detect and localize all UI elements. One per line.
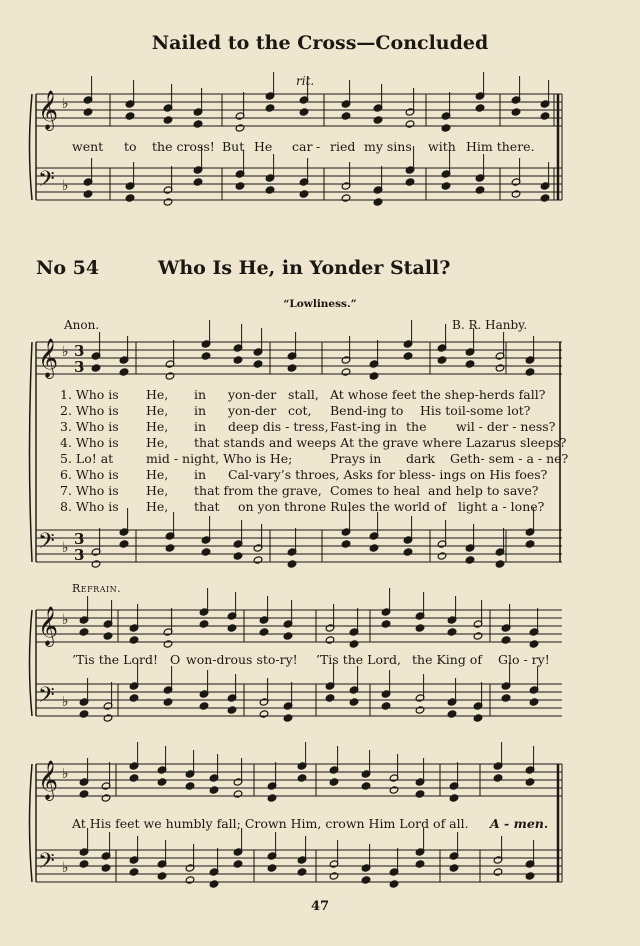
lyric-word: went [72, 139, 104, 154]
amen: A - men. [490, 816, 549, 831]
lyric-seg: 7. Who is [60, 483, 119, 498]
lyric-seg: cot, [288, 403, 312, 418]
lyric-seg: dark [406, 451, 436, 466]
svg-text:𝄢: 𝄢 [38, 167, 55, 197]
hymn-title: Who Is He, in Yonder Stall? [158, 257, 451, 279]
hymn-number: No 54 [36, 257, 100, 279]
lyric-word: with [428, 139, 456, 154]
lyric-seg: the [406, 419, 427, 434]
lyric-seg: At whose feet the shep-herds fall? [330, 387, 546, 402]
lyric-seg: the King of [412, 652, 482, 667]
section-title: Nailed to the Cross—Concluded [151, 32, 489, 54]
verse-line [60, 419, 560, 435]
lyric-seg: 6. Who is [60, 467, 119, 482]
svg-text:♭: ♭ [62, 612, 69, 628]
refrain-lyrics [72, 652, 572, 668]
lyric-seg: in [194, 419, 207, 434]
lyric-word: But [222, 139, 245, 154]
lyric-seg: He, [146, 483, 169, 498]
lyric-seg: on yon throne Rules the world [238, 499, 431, 514]
lyric-seg: in [194, 403, 207, 418]
svg-text:𝄢: 𝄢 [38, 683, 55, 713]
lyric-seg: Fast-ing in [330, 419, 398, 434]
lyric-word: the cross! [152, 139, 215, 154]
lyric-seg: that stands and weeps At the grave where Lazarus sleeps? [194, 435, 567, 450]
svg-text:3: 3 [74, 342, 85, 360]
lyric-seg: 3. Who is [60, 419, 119, 434]
lyric-seg: 1. Who is [60, 387, 119, 402]
svg-text:♭: ♭ [62, 694, 69, 710]
svg-text:♭: ♭ [62, 344, 69, 360]
svg-text:𝄢: 𝄢 [38, 849, 55, 879]
lyric-seg: He, [146, 467, 169, 482]
lyric-seg: Geth- sem - a - ne? [450, 451, 569, 466]
lyric-word: car [292, 139, 313, 154]
lyric-seg: ’Tis the Lord, [316, 652, 401, 667]
lyric-word: - [316, 139, 321, 154]
lyric-word: He [254, 139, 273, 154]
lyric-seg: 5. Lo! at [60, 451, 114, 466]
lyric-seg: 8. Who is [60, 499, 119, 514]
final-lyrics: At His feet we humbly fall; Crown Him, crown Him Lord of all. [72, 816, 469, 831]
lyric-seg: stall, [288, 387, 319, 402]
verse-line [60, 387, 560, 403]
lyric-seg: wil - der - ness? [456, 419, 556, 434]
lyric-seg: 4. Who is [60, 435, 119, 450]
verse-line [60, 403, 560, 419]
verse-line [60, 467, 560, 483]
lyric-word: my sins [364, 139, 412, 154]
section1-lyrics [72, 139, 572, 155]
verse-line [60, 435, 567, 451]
lyric-seg: and help to save? [428, 483, 539, 498]
svg-text:𝄞: 𝄞 [38, 338, 59, 378]
svg-text:♭: ♭ [62, 860, 69, 876]
svg-text:♭: ♭ [62, 540, 69, 556]
svg-text:♭: ♭ [62, 96, 69, 112]
lyric-seg: He, [146, 499, 169, 514]
lyric-seg: that from the grave, [194, 483, 322, 498]
lyric-word: ried [330, 139, 356, 154]
lyric-seg: He, [146, 387, 169, 402]
svg-text:3: 3 [74, 358, 85, 376]
lyric-seg: yon-der [228, 403, 277, 418]
svg-text:𝄞: 𝄞 [38, 760, 59, 800]
lyric-seg: ’Tis the Lord! [72, 652, 158, 667]
verse-line [60, 499, 560, 515]
refrain-label: Refrain. [72, 582, 122, 595]
svg-text:3: 3 [74, 546, 85, 564]
lyric-seg: mid - night, Who is He; [146, 451, 293, 466]
lyric-seg: Prays in [330, 451, 382, 466]
lyric-seg: 2. Who is [60, 403, 119, 418]
final-lyrics-line [72, 816, 572, 832]
hymn-subtitle: “Lowliness.” [283, 298, 357, 310]
svg-text:𝄢: 𝄢 [38, 529, 55, 559]
svg-text:♭: ♭ [62, 178, 69, 194]
lyric-seg: in [194, 467, 207, 482]
page-number: 47 [310, 899, 330, 914]
lyric-seg: He, [146, 403, 169, 418]
svg-text:3: 3 [74, 530, 85, 548]
lyric-seg: He, [146, 419, 169, 434]
lyric-seg: Cal-vary’s throes, Asks for bless- ings on His foes? [228, 467, 548, 482]
tempo-mark: rit. [296, 74, 315, 88]
lyric-seg: light a - lone? [458, 499, 545, 514]
verse-line [60, 451, 569, 467]
lyric-seg: His toil-some lot? [420, 403, 531, 418]
lyric-seg: deep dis - tress, [228, 419, 329, 434]
lyric-seg: Comes to heal [330, 483, 421, 498]
lyric-seg: Glo - ry! [498, 652, 550, 667]
lyric-seg: of [434, 499, 447, 514]
lyric-seg: yon-der [228, 387, 277, 402]
verse-line [60, 483, 560, 499]
lyric-word: to [124, 139, 137, 154]
lyric-seg: in [194, 387, 207, 402]
author: Anon. [64, 318, 100, 332]
svg-text:𝄞: 𝄞 [38, 90, 59, 130]
lyric-word: Him there. [466, 139, 535, 154]
svg-text:♭: ♭ [62, 766, 69, 782]
lyric-seg: won-drous sto-ry! [186, 652, 298, 667]
lyric-seg: O [170, 652, 181, 667]
composer: B. R. Hanby. [452, 318, 528, 332]
lyric-seg: that [194, 499, 220, 514]
lyric-seg: He, [146, 435, 169, 450]
lyric-seg: Bend-ing to [330, 403, 404, 418]
svg-text:𝄞: 𝄞 [38, 606, 59, 646]
